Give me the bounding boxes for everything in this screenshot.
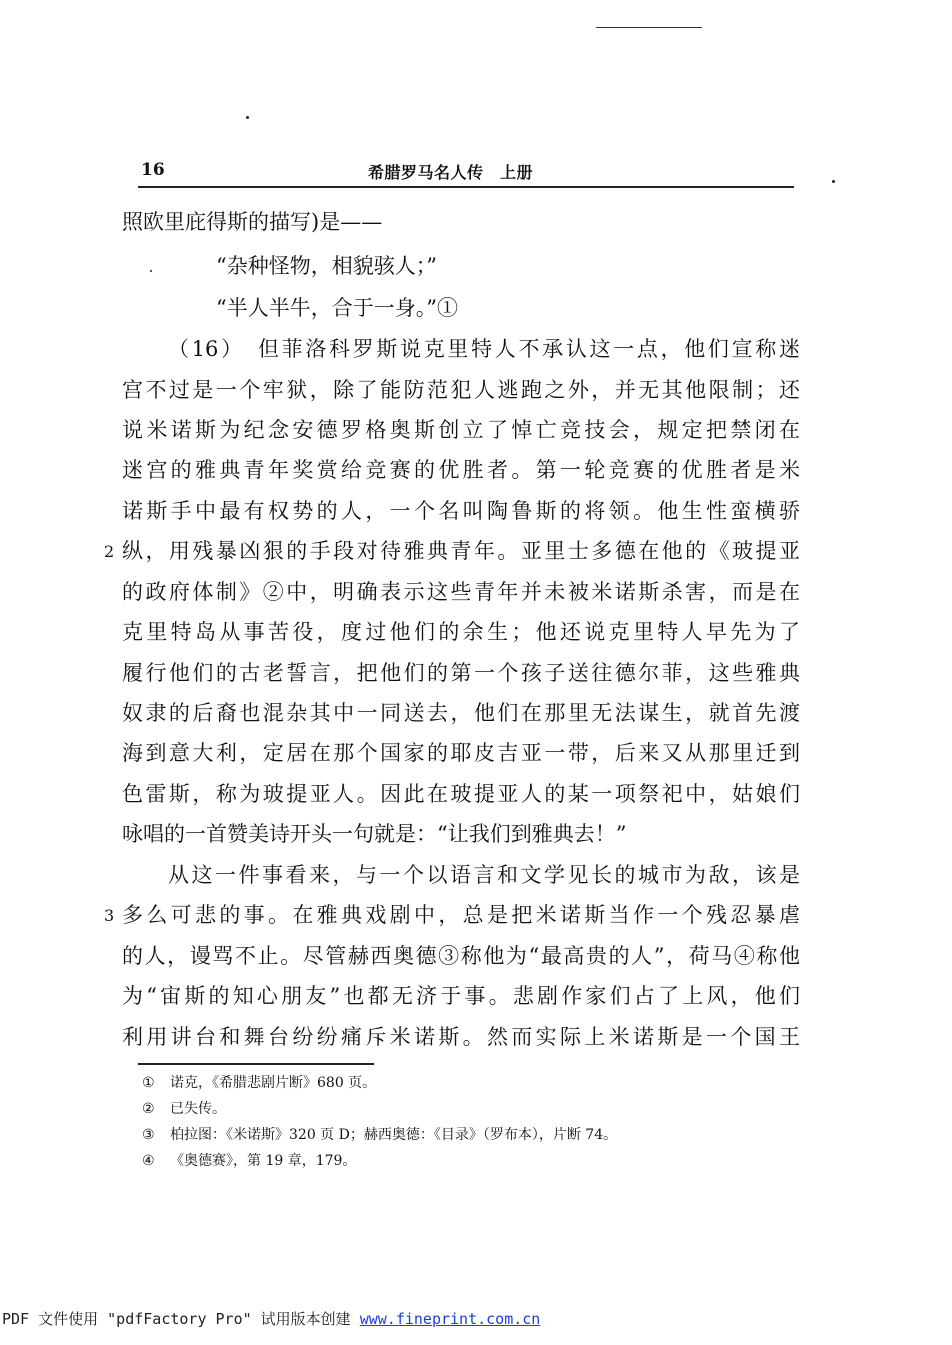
pdf-footer-text: PDF 文件使用 "pdfFactory Pro" 试用版本创建 (2, 1310, 360, 1328)
scan-speck (150, 270, 152, 272)
footnote-text: 柏拉图：《米诺斯》320 页 D；赫西奥德：《目录》（罗布本），片断 74。 (170, 1127, 618, 1143)
footnote-text: 已失传。 (170, 1101, 226, 1117)
text-line: 宫不过是一个牢狱，除了能防范犯人逃跑之外，并无其他限制；还 (122, 378, 800, 402)
text-line: 诺斯手中最有权势的人，一个名叫陶鲁斯的将领。他生性蛮横骄 (122, 499, 800, 523)
text-line: 照欧里庇得斯的描写)是—— (122, 210, 383, 234)
text-line: 色雷斯，称为玻提亚人。因此在玻提亚人的某一项祭祀中，姑娘们 (122, 782, 800, 806)
pdf-footer (2, 1308, 540, 1329)
header-rule (138, 186, 794, 188)
text-line: 履行他们的古老誓言，把他们的第一个孩子送往德尔菲，这些雅典 (122, 661, 800, 685)
running-title: 希腊罗马名人传 上册 (368, 163, 534, 182)
scan-speck (832, 180, 835, 183)
margin-section-mark: 3 (104, 906, 115, 925)
text-line: 的人，谩骂不止。尽管赫西奥德③称他为“最高贵的人”，荷马④称他 (122, 944, 800, 968)
page-header (138, 158, 794, 188)
text-line: 克里特岛从事苦役，度过他们的余生；他还说克里特人早先为了 (122, 620, 800, 644)
footnote (142, 1150, 356, 1172)
verse-line: “杂种怪物，相貌骇人；” (216, 254, 437, 278)
page-number: 16 (141, 160, 165, 180)
paragraph-first-line: （16） 但菲洛科罗斯说克里特人不承认这一点，他们宣称迷 (168, 337, 800, 361)
footnote-rule (138, 1063, 374, 1065)
top-decorative-rule (596, 27, 702, 28)
text-line: 多么可悲的事。在雅典戏剧中，总是把米诺斯当作一个残忍暴虐 (122, 903, 800, 927)
text-line: 奴隶的后裔也混杂其中一同送去，他们在那里无法谋生，就首先渡 (122, 701, 800, 725)
paragraph-first-line: 从这一件事看来，与一个以语言和文学见长的城市为敌，该是 (168, 863, 800, 887)
text-line: 迷宫的雅典青年奖赏给竞赛的优胜者。第一轮竞赛的优胜者是米 (122, 458, 800, 482)
scan-speck (246, 116, 249, 119)
text-line: 说米诺斯为纪念安德罗格奥斯创立了悼亡竞技会，规定把禁闭在 (122, 418, 800, 442)
footnote-mark: ③ (142, 1127, 155, 1143)
footnote-mark: ④ (142, 1153, 155, 1169)
footnote (142, 1072, 376, 1094)
footnote (142, 1124, 617, 1146)
text-line: 海到意大利，定居在那个国家的耶皮吉亚一带，后来又从那里迁到 (122, 741, 800, 765)
text-line: 的政府体制》②中，明确表示这些青年并未被米诺斯杀害，而是在 (122, 580, 800, 604)
text-line: 纵，用残暴凶狠的手段对待雅典青年。亚里士多德在他的《玻提亚 (122, 539, 800, 563)
text-line: 咏唱的一首赞美诗开头一句就是：“让我们到雅典去！” (122, 822, 627, 846)
footnote-mark: ① (142, 1075, 155, 1091)
fineprint-link[interactable]: www.fineprint.com.cn (359, 1310, 541, 1328)
footnote-text: 诺克，《希腊悲剧片断》680 页。 (170, 1075, 377, 1091)
footnote-text: 《奥德赛》，第 19 章，179。 (170, 1153, 357, 1169)
footnote (142, 1098, 226, 1120)
text-line: 利用讲台和舞台纷纷痛斥米诺斯。然而实际上米诺斯是一个国王 (122, 1025, 800, 1049)
verse-line: “半人半牛，合于一身。”① (216, 296, 458, 320)
footnote-mark: ② (142, 1101, 155, 1117)
text-line: 为“宙斯的知心朋友”也都无济于事。悲剧作家们占了上风，他们 (122, 984, 800, 1008)
margin-section-mark: 2 (104, 542, 115, 561)
